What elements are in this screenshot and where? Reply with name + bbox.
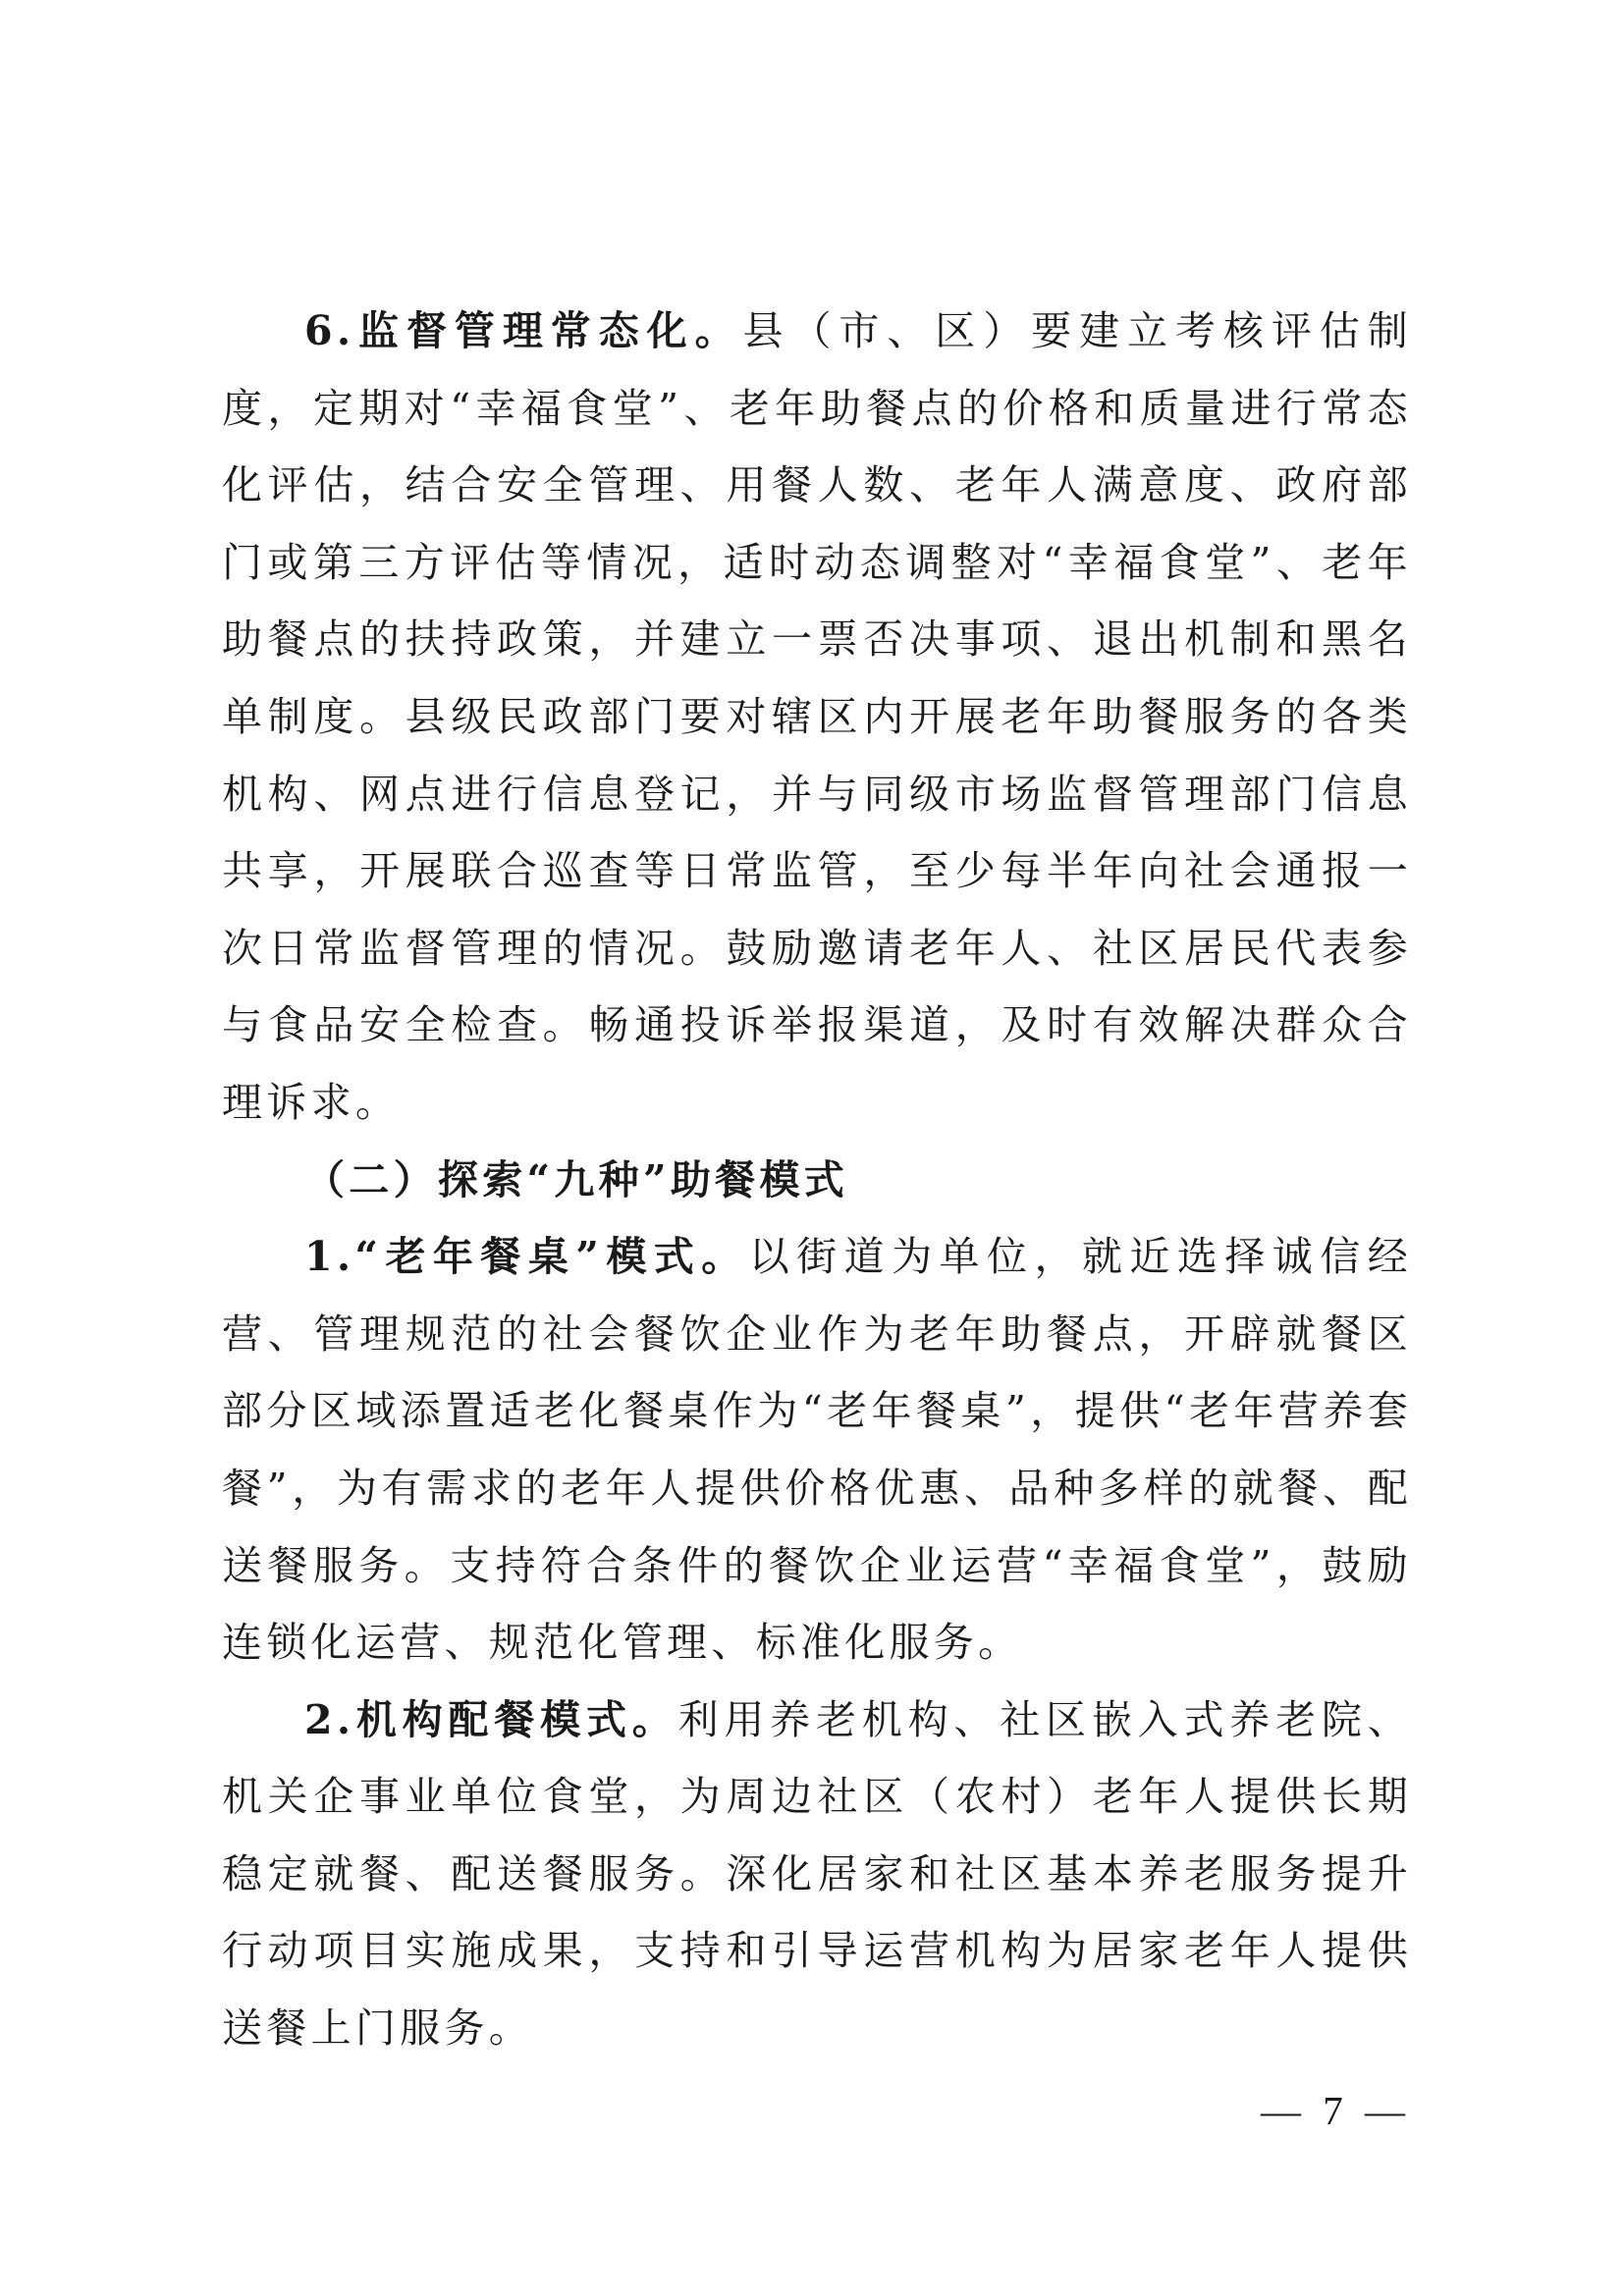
paragraph-institutional-catering: [222, 1682, 1412, 2067]
paragraph-lead: 6.监督管理常态化。: [304, 307, 743, 354]
paragraph-text: 利用养老机构、社区嵌入式养老院、机关企事业单位食堂，为周边社区（农村）老年人提供长期稳定就餐、配送餐服务。深化居家和社区基本养老服务提升行动项目实施成果，支持和引导运营机构为居家老年人提供送餐上门服务。: [222, 1695, 1412, 2053]
paragraph-lead: 1.“老年餐桌”模式。: [304, 1233, 749, 1281]
paragraph-text: 以街道为单位，就近选择诚信经营、管理规范的社会餐饮企业作为老年助餐点，开辟就餐区部分区域添置适老化餐桌作为“老年餐桌”，提供“老年营养套餐”，为有需求的老年人提供价格优惠、品种多样的就餐、配送餐服务。支持符合条件的餐饮企业运营“幸福食堂”，鼓励连锁化运营、规范化管理、标准化服务。: [222, 1233, 1412, 1667]
page-number: — 7 —: [1261, 2088, 1411, 2133]
paragraph-text: 县（市、区）要建立考核评估制度，定期对“幸福食堂”、老年助餐点的价格和质量进行常态化评估，结合安全管理、用餐人数、老年人满意度、政府部门或第三方评估等情况，适时动态调整对“幸福食堂”、老年助餐点的扶持政策，并建立一票否决事项、退出机制和黑名单制度。县级民政部门要对辖区内开展老年助餐服务的各类机构、网点进行信息登记，并与同级市场监督管理部门信息共享，开展联合巡查等日常监管，至少每半年向社会通报一次日常监督管理的情况。鼓励邀请老年人、社区居民代表参与食品安全检查。畅通投诉举报渠道，及时有效解决群众合理诉求。: [222, 307, 1412, 1126]
paragraph-supervision: [222, 293, 1412, 1142]
paragraph-lead: 2.机构配餐模式。: [304, 1695, 678, 1743]
document-body: [222, 293, 1412, 2067]
paragraph-elderly-dining-table: [222, 1218, 1412, 1682]
section-heading: （二）探索“九种”助餐模式: [304, 1155, 849, 1203]
